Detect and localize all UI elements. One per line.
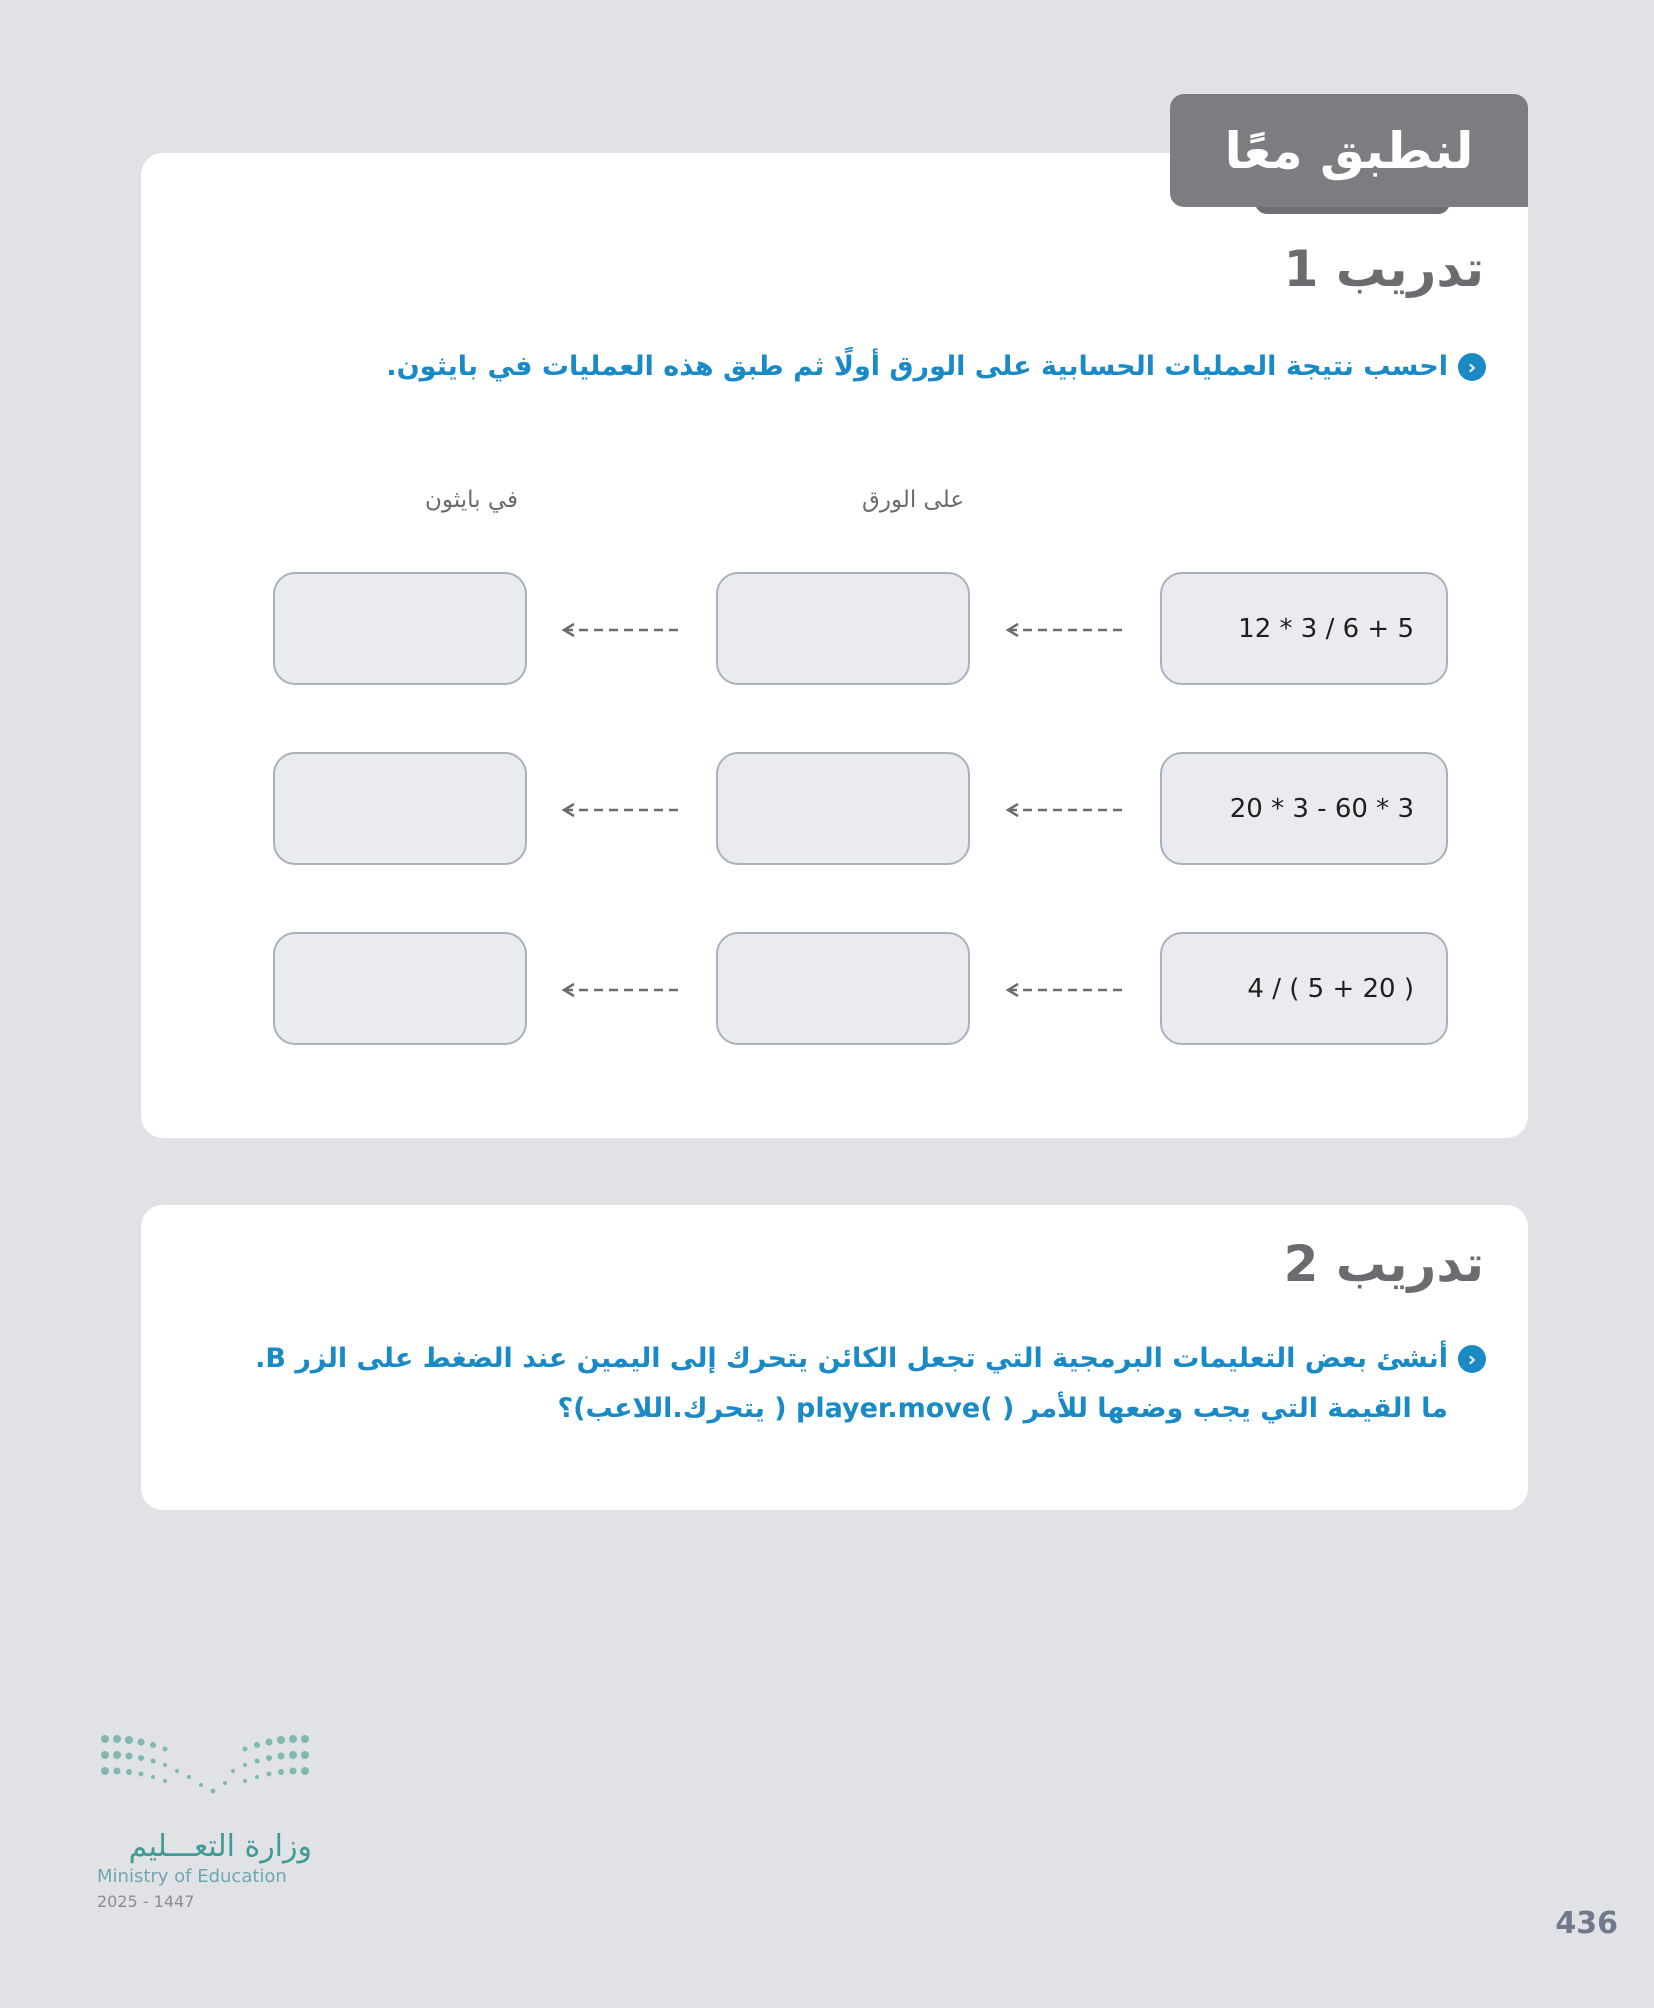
expression-text: 20 * 3 - 60 * 3 [1229,793,1414,824]
arrow-left-icon [1004,620,1128,640]
arrow-left-icon [560,800,684,820]
exercise1-instruction-text: احسب نتيجة العمليات الحسابية على الورق أولًا ثم طبق هذه العمليات في بايثون. [386,351,1448,382]
arrow-left-icon [1004,980,1128,1000]
arrow-left-icon [560,620,684,640]
column-header-paper: على الورق [862,487,965,513]
expression-box [1160,572,1448,685]
ministry-name-arabic: وزارة التعـــليم [128,1829,312,1864]
column-header-python: في بايثون [425,487,518,513]
paper-answer-box[interactable] [716,932,970,1045]
python-answer-box[interactable] [273,932,527,1045]
python-answer-box[interactable] [273,752,527,865]
ministry-logo [97,1727,327,1917]
ministry-emblem-icon [97,1727,327,1817]
exercise2-instruction-line2: ما القيمة التي يجب وضعها للأمر ( )player.move ( يتحرك.اللاعب)؟ [557,1393,1448,1424]
exercise2-title: تدريب 2 [1283,1235,1484,1293]
page-number: 436 [1555,1906,1618,1941]
python-answer-box[interactable] [273,572,527,685]
expression-text: 4 / ( 5 + 20 ) [1247,973,1414,1004]
paper-answer-box[interactable] [716,572,970,685]
expression-box [1160,932,1448,1045]
chevron-left-icon: ‹ [1458,1345,1486,1373]
section-banner: لنطبق معًا [1170,94,1528,207]
exercise1-title: تدريب 1 [1283,240,1484,298]
arrow-left-icon [1004,800,1128,820]
expression-box [1160,752,1448,865]
arrow-left-icon [560,980,684,1000]
ministry-name-english: Ministry of Education [97,1866,287,1887]
exercise2-instruction [255,1334,1486,1434]
exercise2-instruction-line1: أنشئ بعض التعليمات البرمجية التي تجعل الكائن يتحرك إلى اليمين عند الضغط على الزر B. [255,1343,1448,1374]
chevron-left-icon: ‹ [1458,353,1486,381]
ministry-year: 2025 - 1447 [97,1892,195,1911]
paper-answer-box[interactable] [716,752,970,865]
expression-text: 12 * 3 / 6 + 5 [1238,613,1414,644]
exercise1-instruction [386,342,1486,392]
